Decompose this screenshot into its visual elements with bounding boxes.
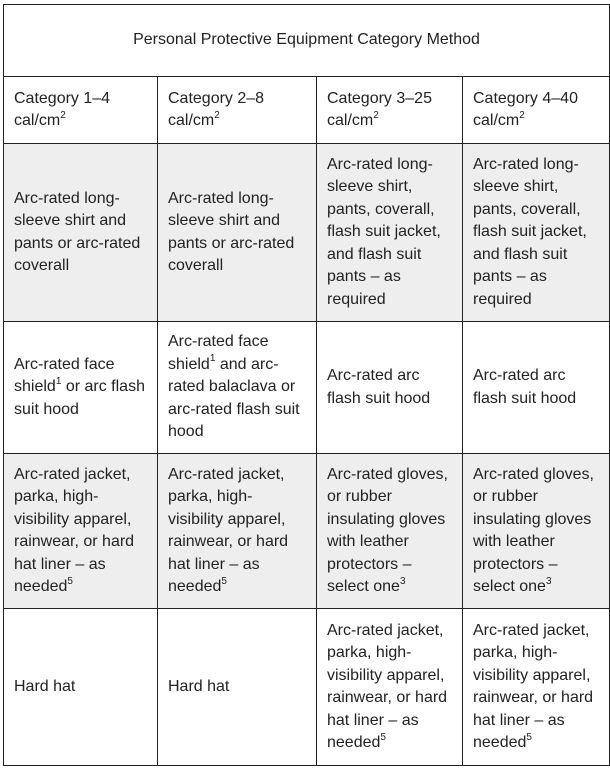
table-cell: Arc-rated jacket, parka, high-visibility apparel, rainwear, or hard hat liner – as needed$^5$ <box>317 609 463 766</box>
table-cell: Arc-rated arc flash suit hood <box>463 322 610 454</box>
table-row <box>4 609 610 766</box>
ppe-category-table <box>3 4 610 766</box>
table-row <box>4 144 610 322</box>
table-cell: Hard hat <box>4 609 158 766</box>
table-cell: Arc-rated gloves, or rubber insulating gloves with leather protectors – select one$^3$ <box>463 454 610 609</box>
table-cell: Arc-rated long-sleeve shirt, pants, coverall, flash suit jacket, and flash suit pants – as required <box>463 144 610 322</box>
table-cell: Arc-rated long-sleeve shirt and pants or arc-rated coverall <box>158 144 317 322</box>
table-cell: Arc-rated jacket, parka, high-visibility apparel, rainwear, or hard hat liner – as needed$^5$ <box>463 609 610 766</box>
table-cell: Arc-rated gloves, or rubber insulating gloves with leather protectors – select one$^3$ <box>317 454 463 609</box>
table-cell: Arc-rated long-sleeve shirt, pants, coverall, flash suit jacket, and flash suit pants – as required <box>317 144 463 322</box>
table-cell: Arc-rated jacket, parka, high-visibility apparel, rainwear, or hard hat liner – as needed$^5$ <box>158 454 317 609</box>
table-title: Personal Protective Equipment Category Method <box>4 5 610 77</box>
table-cell: Arc-rated face shield$^1$ or arc flash suit hood <box>4 322 158 454</box>
column-header: Category 1–4 cal/$cm^2$ <box>4 77 158 144</box>
table-cell: Arc-rated face shield$^1$ and arc-rated balaclava or arc-rated flash suit hood <box>158 322 317 454</box>
table-row <box>4 454 610 609</box>
table-cell: Arc-rated arc flash suit hood <box>317 322 463 454</box>
table-cell: Arc-rated long-sleeve shirt and pants or arc-rated coverall <box>4 144 158 322</box>
header-row <box>4 77 610 144</box>
column-header: Category 2–8 cal/$cm^2$ <box>158 77 317 144</box>
table-cell: Arc-rated jacket, parka, high-visibility apparel, rainwear, or hard hat liner – as needed$^5$ <box>4 454 158 609</box>
table-cell: Hard hat <box>158 609 317 766</box>
table-row <box>4 322 610 454</box>
column-header: Category 3–25 cal/$cm^2$ <box>317 77 463 144</box>
column-header: Category 4–40 cal/$cm^2$ <box>463 77 610 144</box>
title-row <box>4 5 610 77</box>
